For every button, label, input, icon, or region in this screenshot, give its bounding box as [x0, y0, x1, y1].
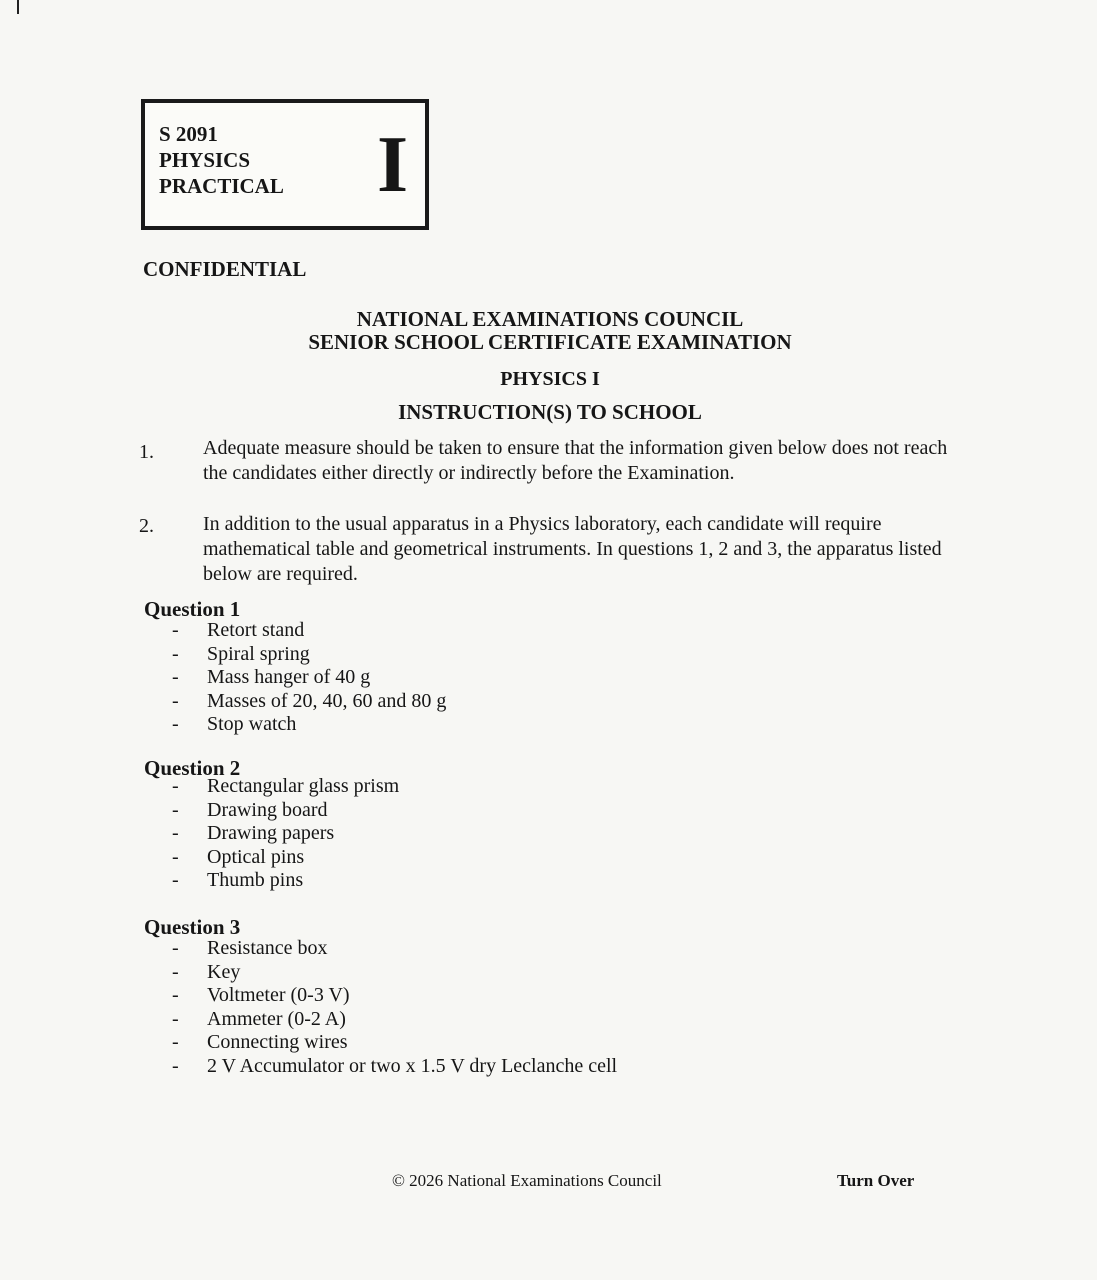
question-heading: Question 3	[144, 915, 241, 939]
bullet-dash: -	[172, 960, 179, 983]
bullet-dash: -	[172, 869, 179, 891]
council-heading: NATIONAL EXAMINATIONS COUNCIL	[356, 307, 744, 331]
apparatus-item: Resistance box	[207, 937, 328, 959]
question-heading: Question 1	[144, 597, 241, 621]
apparatus-item: Voltmeter (0-3 V)	[207, 984, 350, 1006]
apparatus-item: Thumb pins	[207, 869, 304, 891]
paper-subject: PHYSICS	[159, 148, 251, 172]
instruction-text: Adequate measure should be taken to ensure that the information given below does not reach the candidates either directly or indirectly before the Examination.	[203, 437, 948, 484]
instruction-number: 2.	[139, 515, 154, 537]
paper-type: PRACTICAL	[159, 174, 284, 198]
paper-number: I	[377, 121, 409, 209]
scan-edge-mark	[17, 0, 19, 14]
apparatus-item: Optical pins	[207, 845, 305, 868]
bullet-dash: -	[172, 984, 179, 1006]
bullet-dash: -	[172, 937, 179, 959]
bullet-dash: -	[172, 713, 179, 735]
bullet-dash: -	[172, 666, 179, 688]
bullet-dash: -	[172, 775, 179, 797]
apparatus-item: 2 V Accumulator or two x 1.5 V dry Leclanche cell	[207, 1054, 618, 1077]
bullet-dash: -	[172, 1007, 179, 1030]
instruction-heading: INSTRUCTION(S) TO SCHOOL	[398, 400, 702, 424]
copyright-notice: © 2026 National Examinations Council	[392, 1171, 662, 1190]
apparatus-item: Retort stand	[207, 619, 305, 641]
bullet-dash: -	[172, 845, 179, 868]
bullet-dash: -	[172, 798, 179, 821]
bullet-dash: -	[172, 822, 179, 844]
paper-code-box	[141, 99, 429, 230]
exam-heading: SENIOR SCHOOL CERTIFICATE EXAMINATION	[308, 330, 792, 354]
apparatus-item: Spiral spring	[207, 642, 310, 665]
instruction-number: 1.	[139, 441, 154, 463]
turn-over-label: Turn Over	[837, 1171, 915, 1190]
apparatus-item: Connecting wires	[207, 1031, 348, 1053]
apparatus-item: Drawing papers	[207, 822, 335, 844]
bullet-dash: -	[172, 1031, 179, 1053]
apparatus-item: Masses of 20, 40, 60 and 80 g	[207, 689, 447, 712]
bullet-dash: -	[172, 1054, 179, 1077]
apparatus-item: Ammeter (0-2 A)	[207, 1007, 346, 1030]
subject-heading: PHYSICS I	[500, 368, 600, 390]
bullet-dash: -	[172, 689, 179, 712]
confidential-label: CONFIDENTIAL	[143, 257, 307, 281]
apparatus-item: Mass hanger of 40 g	[207, 666, 371, 688]
apparatus-item: Rectangular glass prism	[207, 775, 400, 797]
question-heading: Question 2	[144, 756, 241, 780]
instruction-text: In addition to the usual apparatus in a Physics laboratory, each candidate will require mathematical table and geometrical instruments. In questions 1, 2 and 3, the apparatus listed below are required.	[203, 513, 942, 585]
apparatus-item: Drawing board	[207, 798, 328, 821]
bullet-dash: -	[172, 619, 179, 641]
paper-code: S 2091	[159, 122, 218, 146]
bullet-dash: -	[172, 642, 179, 665]
paper-code-lines	[159, 121, 284, 199]
apparatus-item: Stop watch	[207, 713, 297, 735]
apparatus-item: Key	[207, 960, 241, 983]
